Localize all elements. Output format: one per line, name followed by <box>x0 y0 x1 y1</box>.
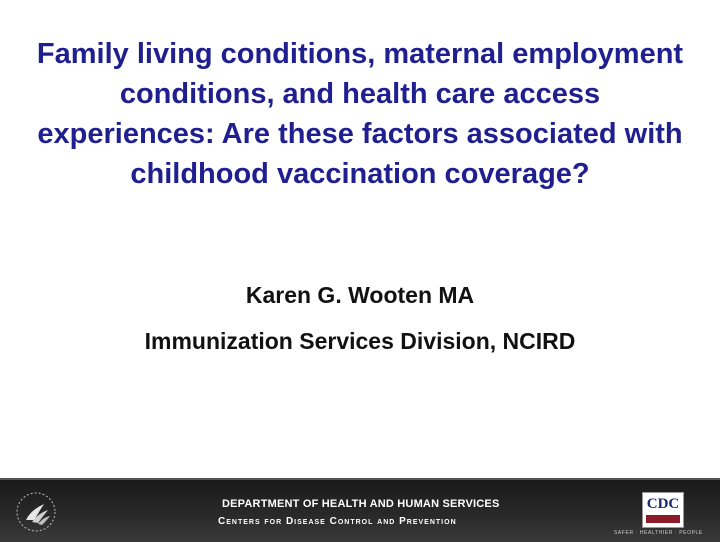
cdc-logo-band <box>646 515 680 523</box>
hhs-eagle-icon <box>14 490 64 534</box>
slide-title: Family living conditions, maternal employment conditions, and health care access experiences: Are these factors associated with childhood vaccination coverage? <box>36 38 684 190</box>
author-name: Karen G. Wooten MA <box>245 282 475 308</box>
cdc-logo <box>642 492 684 528</box>
department-name: DEPARTMENT OF HEALTH AND HUMAN SERVICES <box>222 498 500 510</box>
footer-banner <box>0 478 720 542</box>
cdc-tagline: SAFER · HEALTHIER · PEOPLE <box>614 530 703 536</box>
cdc-logo-text: CDC <box>646 496 680 512</box>
centers-name: Centers for Disease Control and Prevention <box>218 516 457 527</box>
division-name: Immunization Services Division, NCIRD <box>144 328 576 354</box>
